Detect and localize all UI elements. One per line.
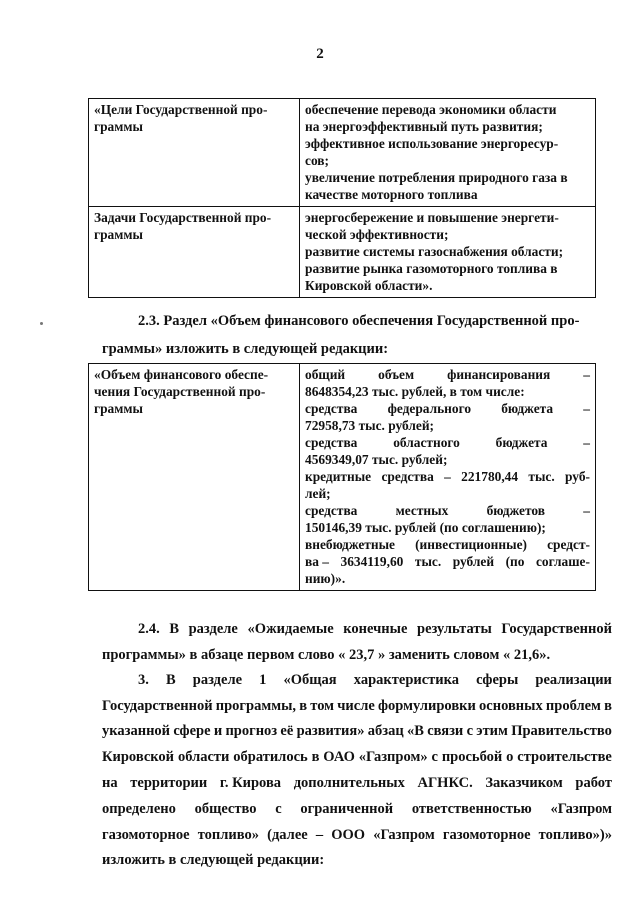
para-2-4-line2: программы» в абзаце первом слово « 23,7 » заменить словом « 21,6». bbox=[102, 647, 551, 663]
para-2-3-line1: 2.3. Раздел «Объем финансового обеспечения Государственной про- bbox=[138, 313, 580, 329]
cell-text-line: «Цели Государственной про- bbox=[94, 102, 268, 117]
goals-value-cell bbox=[300, 99, 596, 207]
word: бюджетов bbox=[486, 503, 545, 518]
word: г. Кирова bbox=[219, 775, 282, 791]
word: общество bbox=[194, 801, 257, 817]
word: топливо»)» bbox=[538, 827, 612, 843]
word: в bbox=[299, 698, 308, 714]
cell-text-line: граммы bbox=[94, 119, 143, 134]
word: с bbox=[275, 801, 282, 817]
word: объем bbox=[378, 367, 415, 382]
table-row bbox=[89, 99, 596, 207]
word: с bbox=[466, 723, 474, 739]
word: в bbox=[604, 698, 612, 714]
word: кредитные bbox=[305, 469, 372, 484]
word: строительстве bbox=[517, 749, 612, 765]
goals-tasks-table bbox=[88, 98, 596, 298]
word: просьбой bbox=[441, 749, 503, 765]
word: «Газпром bbox=[373, 827, 435, 843]
word: – bbox=[444, 469, 451, 484]
word: дополнительных bbox=[293, 775, 405, 791]
word: том bbox=[310, 698, 335, 714]
word: 221780,44 bbox=[461, 469, 519, 484]
word: проблем bbox=[545, 698, 601, 714]
word: 8648354,23 тыс. рублей, в том числе: bbox=[305, 384, 525, 399]
word: В bbox=[166, 672, 176, 688]
goals-label-cell bbox=[89, 99, 300, 207]
word: формулировки bbox=[377, 698, 476, 714]
word: топливо» bbox=[197, 827, 259, 843]
cell-text-line bbox=[305, 502, 590, 519]
word: основных bbox=[479, 698, 543, 714]
para-3-line7 bbox=[102, 827, 612, 844]
word: программы, bbox=[215, 698, 297, 714]
word: с bbox=[431, 749, 438, 765]
word: «Газпром» bbox=[358, 749, 428, 765]
word: руб- bbox=[565, 469, 590, 484]
finance-label-cell bbox=[89, 364, 300, 591]
word: Государственной bbox=[501, 621, 612, 637]
word: – bbox=[315, 827, 324, 843]
word: работ bbox=[575, 775, 612, 791]
word: ва – bbox=[305, 554, 329, 569]
word: областного bbox=[393, 435, 460, 450]
word: о bbox=[506, 749, 514, 765]
word: (по bbox=[505, 554, 525, 569]
word: 1 bbox=[259, 672, 267, 688]
word: области bbox=[177, 749, 230, 765]
cell-text-line bbox=[305, 451, 590, 468]
finance-table bbox=[88, 363, 596, 591]
cell-text-line: увеличение потребления природного газа в bbox=[305, 170, 568, 185]
word: нию)». bbox=[305, 571, 346, 586]
cell-text-line bbox=[305, 468, 590, 485]
cell-text-line: качестве моторного топлива bbox=[305, 187, 478, 202]
word: «Газпром bbox=[550, 801, 612, 817]
cell-text-line bbox=[305, 485, 590, 502]
word: бюджета bbox=[495, 435, 548, 450]
word: на bbox=[102, 775, 118, 791]
cell-text-line: развитие системы газоснабжения области; bbox=[305, 244, 564, 259]
cell-text-line bbox=[305, 536, 590, 553]
word: тыс. bbox=[414, 554, 442, 569]
word: 4569349,07 тыс. рублей; bbox=[305, 452, 448, 467]
cell-text-line bbox=[305, 417, 590, 434]
word: (далее bbox=[267, 827, 308, 843]
word: связи bbox=[427, 723, 464, 739]
scan-mark bbox=[40, 322, 43, 325]
para-3-line2 bbox=[102, 698, 612, 715]
cell-text-line: на энергоэффективный путь развития; bbox=[305, 119, 543, 134]
cell-text-line: граммы bbox=[94, 227, 143, 242]
word: результаты bbox=[417, 621, 492, 637]
word: 3. bbox=[138, 672, 149, 688]
word: средства bbox=[305, 435, 358, 450]
tasks-value-cell bbox=[300, 207, 596, 298]
page-number: 2 bbox=[316, 46, 324, 62]
cell-text-line: граммы bbox=[94, 401, 143, 416]
word: (инвестиционные) bbox=[415, 537, 527, 552]
cell-text-line: чения Государственной про- bbox=[94, 384, 266, 399]
word: разделе bbox=[188, 621, 238, 637]
cell-text-line bbox=[305, 383, 590, 400]
cell-text-line: Кировской области». bbox=[305, 278, 433, 293]
word: ООО bbox=[331, 827, 366, 843]
word: этим bbox=[476, 723, 508, 739]
word: средства bbox=[305, 503, 358, 518]
word: «В bbox=[406, 723, 424, 739]
word: Правительство bbox=[511, 723, 612, 739]
word: 2.4. bbox=[138, 621, 160, 637]
word: Государственной bbox=[102, 698, 213, 714]
cell-text-line bbox=[305, 553, 590, 570]
cell-text-line bbox=[305, 570, 590, 587]
para-3-line1 bbox=[138, 672, 612, 689]
word: «Ожидаемые bbox=[247, 621, 334, 637]
word: Кировской bbox=[102, 749, 175, 765]
word: средства bbox=[305, 401, 358, 416]
word: местных bbox=[395, 503, 449, 518]
table-row bbox=[89, 207, 596, 298]
word: лей; bbox=[305, 486, 331, 501]
word: АГНКС. bbox=[417, 775, 473, 791]
word: разделе bbox=[192, 672, 243, 688]
word: 150146,39 тыс. рублей (по соглашению); bbox=[305, 520, 546, 535]
cell-text-line: «Объем финансового обеспе- bbox=[94, 367, 269, 382]
cell-text-line bbox=[305, 434, 590, 451]
cell-text-line: энергосбережение и повышение энергети- bbox=[305, 210, 559, 225]
word: средства bbox=[381, 469, 434, 484]
cell-text-line: Задачи Государственной про- bbox=[94, 210, 272, 225]
word: 3634119,60 bbox=[340, 554, 404, 569]
word: характеристика bbox=[353, 672, 460, 688]
word: общий bbox=[305, 367, 346, 382]
word: ОАО bbox=[323, 749, 355, 765]
finance-value-cell bbox=[300, 364, 596, 591]
cell-text-line: эффективное использование энергоресур- bbox=[305, 136, 559, 151]
word: – bbox=[583, 435, 590, 450]
word: внебюджетные bbox=[305, 537, 395, 552]
word: реализации bbox=[535, 672, 612, 688]
cell-text-line bbox=[305, 400, 590, 417]
para-3-line8: изложить в следующей редакции: bbox=[102, 852, 325, 868]
word: определено bbox=[102, 801, 176, 817]
cell-text-line: развитие рынка газомоторного топлива в bbox=[305, 261, 558, 276]
word: числе bbox=[337, 698, 375, 714]
word: ограниченной bbox=[300, 801, 394, 817]
word: финансирования bbox=[447, 367, 551, 382]
word: – bbox=[583, 367, 590, 382]
word: Заказчиком bbox=[485, 775, 563, 791]
para-3-line6 bbox=[102, 801, 612, 818]
word: тыс. bbox=[528, 469, 555, 484]
cell-text-line: сов; bbox=[305, 153, 329, 168]
word: газомоторное bbox=[102, 827, 190, 843]
word: развития» bbox=[296, 723, 365, 739]
para-3-line3 bbox=[102, 723, 612, 740]
word: конечные bbox=[343, 621, 408, 637]
word: «Общая bbox=[283, 672, 337, 688]
word: указанной bbox=[102, 723, 171, 739]
cell-text-line: ческой эффективности; bbox=[305, 227, 449, 242]
word: сфере bbox=[173, 723, 211, 739]
tasks-label-cell bbox=[89, 207, 300, 298]
word: прогноз bbox=[225, 723, 278, 739]
para-2-4-line1 bbox=[138, 621, 612, 638]
word: её bbox=[280, 723, 294, 739]
word: рублей bbox=[452, 554, 495, 569]
word: – bbox=[583, 401, 590, 416]
cell-text-line bbox=[305, 366, 590, 383]
cell-text-line bbox=[305, 519, 590, 536]
word: ответственностью bbox=[411, 801, 532, 817]
word: бюджета bbox=[501, 401, 554, 416]
word: средст- bbox=[547, 537, 590, 552]
para-2-3-line2: граммы» изложить в следующей редакции: bbox=[102, 341, 389, 357]
word: в bbox=[311, 749, 320, 765]
word: территории bbox=[130, 775, 208, 791]
word: обратилось bbox=[233, 749, 308, 765]
word: газомоторное bbox=[442, 827, 531, 843]
para-3-line5 bbox=[102, 775, 612, 792]
word: сферы bbox=[476, 672, 519, 688]
word: федерального bbox=[387, 401, 472, 416]
word: и bbox=[213, 723, 223, 739]
cell-text-line: обеспечение перевода экономики области bbox=[305, 102, 557, 117]
word: 72958,73 тыс. рублей; bbox=[305, 418, 435, 433]
word: абзац bbox=[367, 723, 404, 739]
para-3-line4 bbox=[102, 749, 612, 766]
table-row bbox=[89, 364, 596, 591]
word: В bbox=[169, 621, 180, 637]
word: – bbox=[583, 503, 590, 518]
word: соглаше- bbox=[535, 554, 590, 569]
